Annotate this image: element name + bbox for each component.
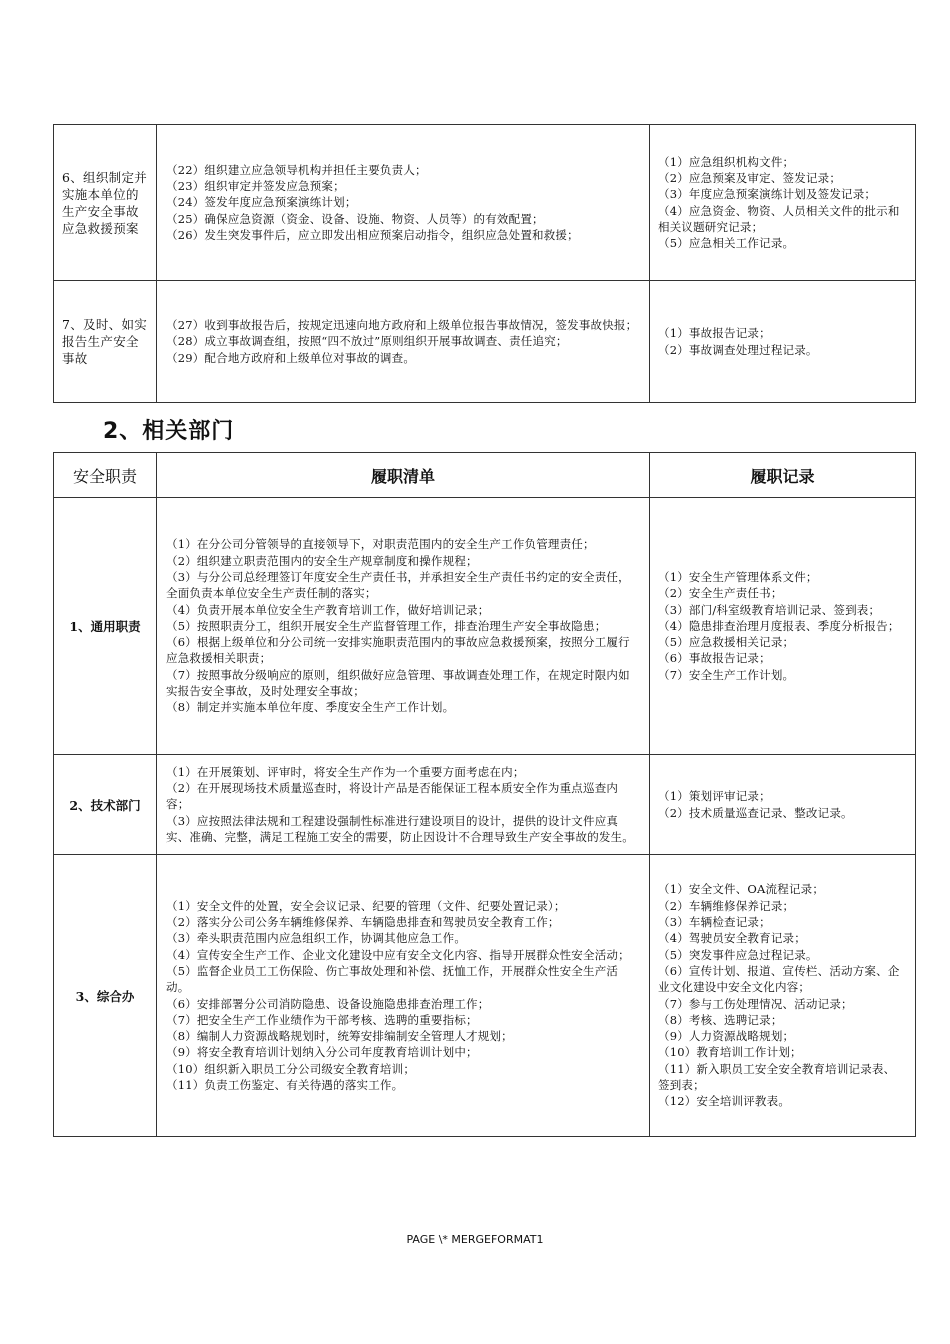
- list-cell: [157, 855, 650, 1137]
- record-item: （1）安全生产管理体系文件；: [658, 569, 818, 584]
- record-item: （7）安全生产工作计划。: [658, 667, 795, 682]
- list-item: （1）在开展策划、评审时，将安全生产作为一个重要方面考虑在内；: [166, 764, 525, 779]
- table-header-row: [54, 453, 916, 498]
- department-duty-table: [53, 452, 916, 1137]
- list-item: （7）按照事故分级响应的原则，组织做好应急管理、事故调查处理工作，在规定时限内如实报告安全事故，及时处理安全事故；: [166, 667, 630, 699]
- header-list: 履职清单: [157, 453, 650, 498]
- list-item: （10）组织新入职员工分公司级安全教育培训；: [166, 1061, 416, 1076]
- record-item: （8）考核、选聘记录；: [658, 1012, 783, 1027]
- records-cell: [650, 281, 916, 403]
- list-item: （22）组织建立应急领导机构并担任主要负责人；: [166, 162, 427, 177]
- record-item: （2）事故调查处理过程记录。: [658, 342, 818, 357]
- list-item: （8）编制人力资源战略规划时，统筹安排编制安全管理人才规划；: [166, 1029, 513, 1044]
- records-cell: [650, 125, 916, 281]
- record-item: （2）技术质量巡查记录、整改记录。: [658, 805, 853, 820]
- list-item: （2）落实分公司公务车辆维修保养、车辆隐患排查和驾驶员安全教育工作；: [166, 915, 560, 930]
- list-item: （6）根据上级单位和分公司统一安排实施职责范围内的事故应急救援预案，按照分工履行应急救援相关职责；: [166, 635, 630, 666]
- record-item: （1）策划评审记录；: [658, 789, 771, 804]
- records-cell: [650, 498, 916, 755]
- list-item: （3）与分公司总经理签订年度安全生产责任书，并承担安全生产责任书约定的安全责任，全面负责本单位安全生产责任制的落实；: [166, 569, 630, 601]
- header-duty: 安全职责: [54, 453, 157, 498]
- duty-cell: 6、组织制定并实施本单位的生产安全事故应急救援预案: [54, 125, 157, 281]
- list-item: （25）确保应急资源（资金、设备、设施、物资、人员等）的有效配置；: [166, 211, 544, 226]
- table-row: [54, 755, 916, 855]
- record-item: （3）年度应急预案演练计划及签发记录；: [658, 187, 877, 202]
- list-cell: [157, 281, 650, 403]
- record-item: （12）安全培训评教表。: [658, 1094, 791, 1109]
- list-cell: [157, 498, 650, 755]
- record-item: （2）车辆维修保养记录；: [658, 898, 795, 913]
- list-item: （8）制定并实施本单位年度、季度安全生产工作计划。: [166, 700, 455, 715]
- list-item: （29）配合地方政府和上级单位对事故的调查。: [166, 350, 416, 365]
- list-item: （27）收到事故报告后，按规定迅速向地方政府和上级单位报告事故情况，签发事故快报；: [166, 318, 638, 333]
- list-item: （5）监督企业员工工伤保险、伤亡事故处理和补偿、抚恤工作，开展群众性安全生产活动。: [166, 963, 619, 995]
- record-item: （5）突发事件应急过程记录。: [658, 947, 818, 962]
- list-item: （2）在开展现场技术质量巡查时，将设计产品是否能保证工程本质安全作为重点巡查内容；: [166, 781, 619, 812]
- records-cell: [650, 855, 916, 1137]
- list-item: （23）组织审定并签发应急预案；: [166, 179, 345, 194]
- dept-cell: 3、综合办: [54, 855, 157, 1137]
- dept-cell: 1、通用职责: [54, 498, 157, 755]
- record-item: （1）应急组织机构文件；: [658, 154, 795, 169]
- list-item: （4）负责开展本单位安全生产教育培训工作，做好培训记录；: [166, 602, 490, 617]
- table-row: [54, 855, 916, 1137]
- list-item: （1）在分公司分管领导的直接领导下，对职责范围内的安全生产工作负管理责任；: [166, 537, 595, 552]
- record-item: （6）宣传计划、报道、宣传栏、活动方案、企业文化建设中安全文化内容；: [658, 963, 900, 995]
- table-row: [54, 498, 916, 755]
- list-item: （24）签发年度应急预案演练计划；: [166, 195, 357, 210]
- duty-cell: 7、及时、如实报告生产安全事故: [54, 281, 157, 403]
- list-item: （3）牵头职责范围内应急组织工作，协调其他应急工作。: [166, 931, 467, 946]
- record-item: （3）部门/科室级教育培训记录、签到表；: [658, 602, 881, 617]
- list-item: （6）安排部署分公司消防隐患、设备设施隐患排查治理工作；: [166, 996, 490, 1011]
- record-item: （4）应急资金、物资、人员相关文件的批示和相关议题研究记录；: [658, 203, 900, 234]
- list-item: （26）发生突发事件后，应立即发出相应预案启动指令，组织应急处置和救援；: [166, 227, 579, 242]
- header-records: 履职记录: [650, 453, 916, 498]
- record-item: （2）应急预案及审定、签发记录；: [658, 170, 842, 185]
- list-item: （2）组织建立职责范围内的安全生产规章制度和操作规程；: [166, 553, 478, 568]
- record-item: （4）驾驶员安全教育记录；: [658, 931, 806, 946]
- records-cell: [650, 755, 916, 855]
- record-item: （5）应急救援相关记录；: [658, 635, 795, 650]
- record-item: （1）事故报告记录；: [658, 326, 771, 341]
- table-row: [54, 281, 916, 403]
- section-title: 2、相关部门: [103, 419, 235, 444]
- page-footer: PAGE \* MERGEFORMAT1: [406, 1233, 544, 1246]
- list-item: （11）负责工伤鉴定、有关待遇的落实工作。: [166, 1077, 404, 1092]
- list-item: （5）按照职责分工，组织开展安全生产监督管理工作，排查治理生产安全事故隐患；: [166, 618, 607, 633]
- top-duty-table: [53, 124, 916, 403]
- list-item: （7）把安全生产工作业绩作为干部考核、选聘的重要指标；: [166, 1012, 478, 1027]
- record-item: （11）新入职员工安全安全教育培训记录表、签到表；: [658, 1061, 896, 1092]
- list-cell: [157, 125, 650, 281]
- record-item: （7）参与工伤处理情况、活动记录；: [658, 996, 853, 1011]
- table-row: [54, 125, 916, 281]
- record-item: （10）教育培训工作计划；: [658, 1045, 802, 1060]
- record-item: （6）事故报告记录；: [658, 651, 771, 666]
- record-item: （1）安全文件、OA流程记录；: [658, 882, 825, 897]
- record-item: （2）安全生产责任书；: [658, 586, 783, 601]
- list-item: （4）宣传安全生产工作、企业文化建设中应有安全文化内容、指导开展群众性安全活动；: [166, 947, 630, 962]
- list-cell: [157, 755, 650, 855]
- record-item: （4）隐患排查治理月度报表、季度分析报告；: [658, 618, 900, 633]
- dept-cell: 2、技术部门: [54, 755, 157, 855]
- list-item: （1）安全文件的处置，安全会议记录、纪要的管理（文件、纪要处置记录）；: [166, 898, 566, 913]
- record-item: （3）车辆检查记录；: [658, 915, 771, 930]
- record-item: （5）应急相关工作记录。: [658, 236, 795, 251]
- list-item: （3）应按照法律法规和工程建设强制性标准进行建设项目的设计，提供的设计文件应真实、准确、完整，满足工程施工安全的需要，防止因设计不合理导致生产安全事故的发生。: [166, 813, 634, 844]
- record-item: （9）人力资源战略规划；: [658, 1029, 795, 1044]
- list-item: （28）成立事故调查组，按照“四不放过”原则组织开展事故调查、责任追究；: [166, 334, 568, 349]
- list-item: （9）将安全教育培训计划纳入分公司年度教育培训计划中；: [166, 1045, 478, 1060]
